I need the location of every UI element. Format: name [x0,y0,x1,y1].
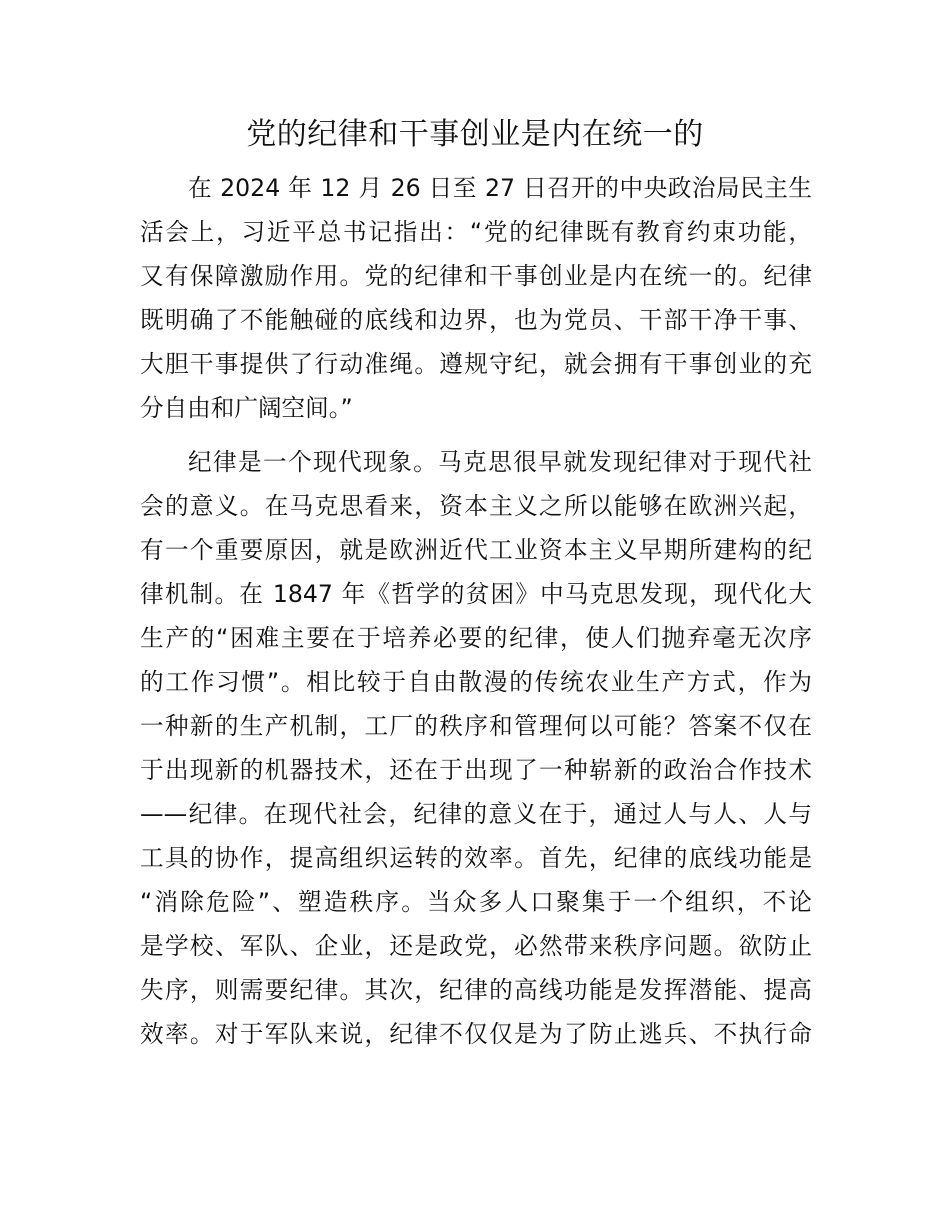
paragraph-line: 是学校、军队、企业，还是政党，必然带来秩序问题。欲防止 [140,932,812,960]
paragraph-line: 活会上，习近平总书记指出：“党的纪律既有教育约束功能， [140,218,812,246]
paragraph-line: 的工作习惯”。相比较于自由散漫的传统农业生产方式，作为 [140,668,812,696]
paragraph-1 [140,166,812,430]
paragraph-line: 分自由和广阔空间。” [140,394,353,422]
paragraph-line: ——纪律。在现代社会，纪律的意义在于，通过人与人、人与 [140,800,812,828]
paragraph-line: 效率。对于军队来说，纪律不仅仅是为了防止逃兵、不执行命 [140,1020,812,1048]
paragraph-2 [140,440,812,1056]
paragraph-line: 律机制。在 1847 年《哲学的贫困》中马克思发现，现代化大 [140,580,812,608]
paragraph-line: 大胆干事提供了行动准绳。遵规守纪，就会拥有干事创业的充 [140,350,812,378]
paragraph-line: 纪律是一个现代现象。马克思很早就发现纪律对于现代社 [188,448,812,476]
paragraph-line: 生产的“困难主要在于培养必要的纪律，使人们抛弃毫无次序 [140,624,812,652]
document-title: 党的纪律和干事创业是内在统一的 [246,117,704,152]
paragraph-line: 会的意义。在马克思看来，资本主义之所以能够在欧洲兴起， [140,492,812,520]
paragraph-line: 又有保障激励作用。党的纪律和干事创业是内在统一的。纪律 [140,262,812,290]
paragraph-line: 在 2024 年 12 月 26 日至 27 日召开的中央政治局民主生 [188,174,812,202]
paragraph-line: 既明确了不能触碰的底线和边界，也为党员、干部干净干事、 [140,306,812,334]
paragraph-line: 失序，则需要纪律。其次，纪律的高线功能是发挥潜能、提高 [140,976,812,1004]
paragraph-line: 一种新的生产机制，工厂的秩序和管理何以可能？答案不仅在 [140,712,812,740]
paragraph-line: 于出现新的机器技术，还在于出现了一种崭新的政治合作技术 [140,756,812,784]
paragraph-line: “消除危险”、塑造秩序。当众多人口聚集于一个组织，不论 [140,888,812,916]
paragraph-line: 工具的协作，提高组织运转的效率。首先，纪律的底线功能是 [140,844,812,872]
paragraph-line: 有一个重要原因，就是欧洲近代工业资本主义早期所建构的纪 [140,536,812,564]
